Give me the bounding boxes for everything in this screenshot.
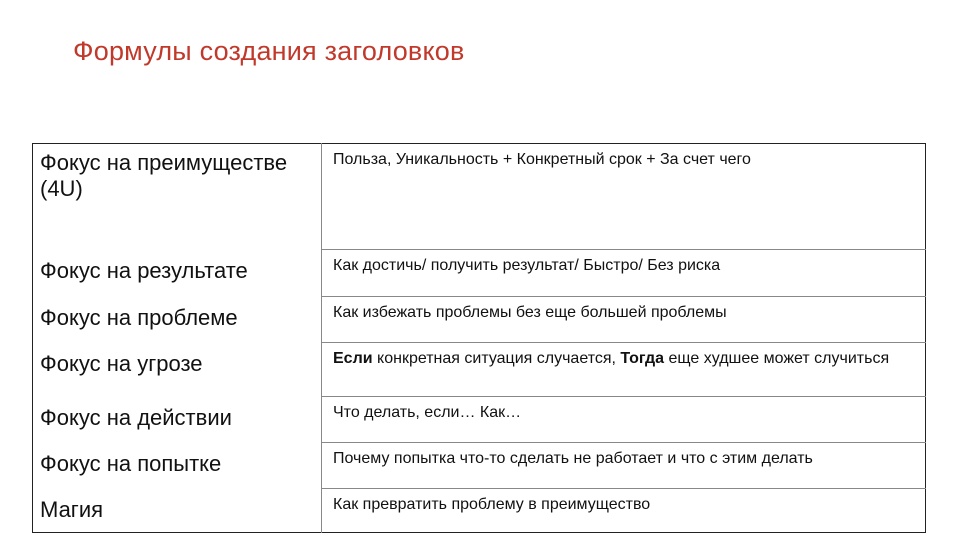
formula-cell: Почему попытка что-то сделать не работает и что с этим делать [322,443,926,489]
formula-text: конкретная ситуация случается, [372,350,621,367]
formula-cell: Что делать, если… Как… [322,397,926,443]
slide-title: Формулы создания заголовков [73,36,465,66]
focus-cell: Фокус на угрозе [40,350,203,376]
table-row [33,250,926,297]
table-row [33,489,926,533]
focus-cell: Фокус на результате [40,257,248,283]
focus-cell: Фокус на действии [40,404,232,430]
table-row [33,343,926,397]
if-keyword: Если [333,350,373,367]
then-keyword: Тогда [620,350,665,367]
formula-text: еще худшее может случиться [664,350,890,367]
focus-cell: Фокус на попытке [40,450,222,476]
table-row [33,297,926,343]
table-row [33,144,926,250]
focus-cell: Фокус на проблеме [40,304,238,330]
table-row [33,443,926,489]
formula-cell [322,343,926,397]
focus-cell: Фокус на преимуществе (4U) [40,150,288,201]
formula-cell: Польза, Уникальность + Конкретный срок + За счет чего [322,144,926,250]
formulas-table [32,143,926,533]
formula-cell: Как достичь/ получить результат/ Быстро/ Без риска [322,250,926,297]
formula-cell: Как избежать проблемы без еще большей проблемы [322,297,926,343]
table-row [33,397,926,443]
formula-cell: Как превратить проблему в преимущество [322,489,926,533]
focus-cell: Магия [40,496,104,522]
